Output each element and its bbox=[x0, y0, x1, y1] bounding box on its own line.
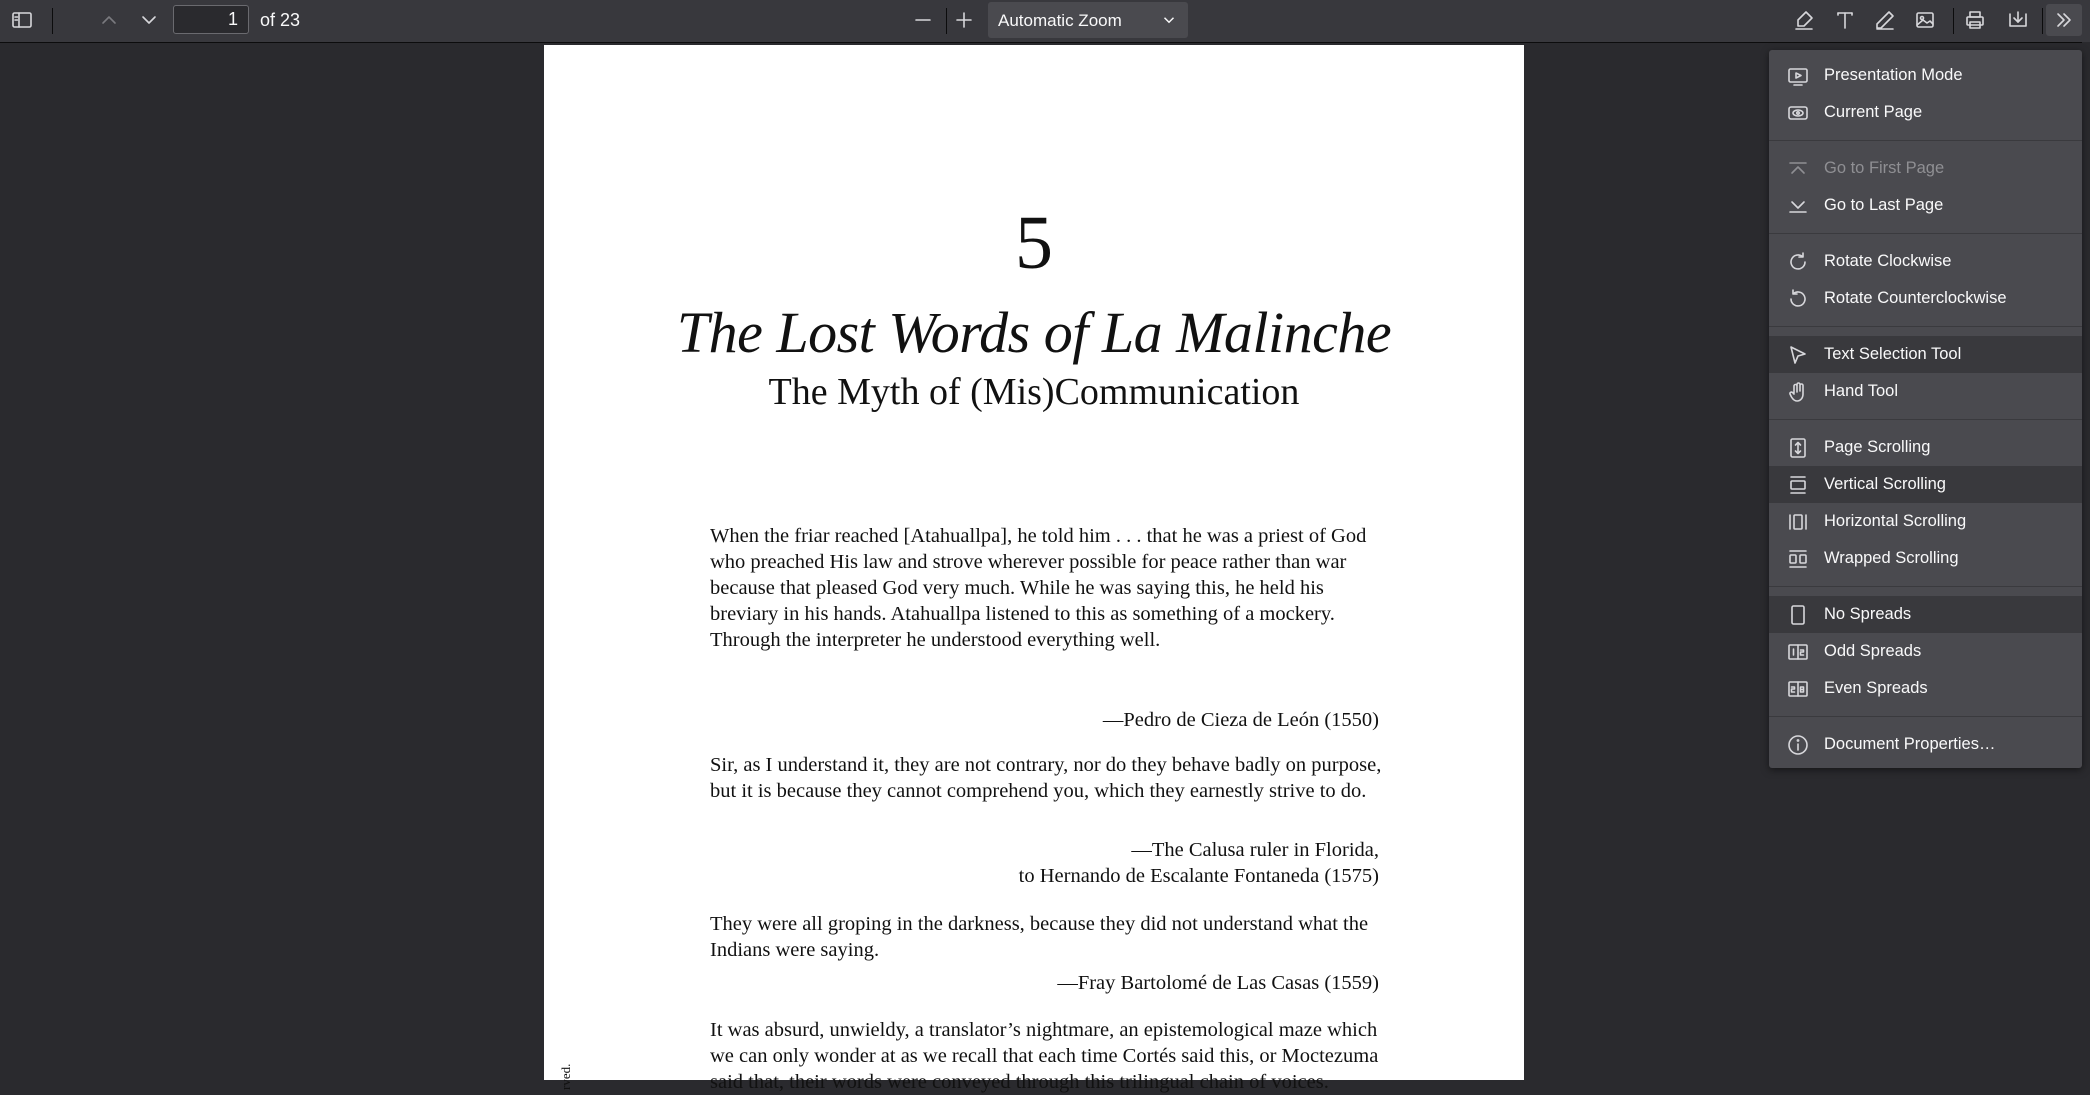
menu-separator bbox=[1769, 140, 2082, 141]
epigraph-text: When the friar reached [Atahuallpa], he told him . . . that he was a priest of God who preached His law and strove wherever possible for peace rather than war because that pleased God very much. While he was saying this, he held his breviary in his hands. Atahuallpa listened to this as something of a mockery. Through the interpreter he understood everything well. bbox=[710, 525, 1367, 651]
menu-item-even-spreads[interactable] bbox=[1769, 670, 2082, 707]
hand-icon bbox=[1785, 379, 1811, 405]
menu-separator bbox=[1769, 716, 2082, 717]
menu-item-horizontal-scrolling[interactable] bbox=[1769, 503, 2082, 540]
eye-icon bbox=[1785, 100, 1811, 126]
epigraph-attribution: —Fray Bartolomé de Las Casas (1559) bbox=[1057, 972, 1379, 994]
menu-item-vertical-scrolling[interactable] bbox=[1769, 466, 2082, 503]
secondary-toolbar-menu bbox=[1769, 50, 2082, 768]
zoom-select[interactable] bbox=[988, 2, 1188, 38]
double-chevron-right-icon bbox=[2052, 8, 2076, 32]
add-image-button[interactable] bbox=[1907, 4, 1943, 36]
menu-separator bbox=[1769, 419, 2082, 420]
even-spreads-icon bbox=[1785, 676, 1811, 702]
image-icon bbox=[1913, 8, 1937, 32]
print-button[interactable] bbox=[1957, 4, 1993, 36]
menu-item-wrapped-scrolling[interactable] bbox=[1769, 540, 2082, 577]
menu-item-text-selection-tool[interactable] bbox=[1769, 336, 2082, 373]
menu-item-page-scrolling[interactable] bbox=[1769, 429, 2082, 466]
plus-icon bbox=[952, 8, 976, 32]
menu-item-presentation-mode[interactable] bbox=[1769, 57, 2082, 94]
menu-item-hand-tool[interactable] bbox=[1769, 373, 2082, 410]
menu-item-label: Vertical Scrolling bbox=[1824, 475, 1946, 493]
chapter-title: The Lost Words of La Malinche bbox=[676, 300, 1392, 365]
sidebar-icon bbox=[10, 8, 34, 32]
menu-item-label: Hand Tool bbox=[1824, 382, 1899, 400]
rotate-cw-icon bbox=[1785, 249, 1811, 275]
download-icon bbox=[2006, 8, 2030, 32]
chapter-subtitle: The Myth of (Mis)Communication bbox=[768, 371, 1300, 413]
pencil-icon bbox=[1873, 8, 1897, 32]
rotate-ccw-icon bbox=[1785, 286, 1811, 312]
sidebar-toggle-button[interactable] bbox=[4, 4, 40, 36]
chevron-down-icon bbox=[1160, 11, 1178, 34]
menu-item-label: Go to First Page bbox=[1824, 159, 1945, 177]
menu-item-odd-spreads[interactable] bbox=[1769, 633, 2082, 670]
epigraph-attribution: to Hernando de Escalante Fontaneda (1575) bbox=[1018, 865, 1379, 887]
zoom-out-button[interactable] bbox=[905, 4, 941, 36]
toolbar-separator bbox=[2042, 8, 2043, 34]
toolbar bbox=[0, 0, 2090, 43]
menu-item-label: Go to Last Page bbox=[1824, 196, 1944, 214]
next-page-button[interactable] bbox=[131, 4, 167, 36]
zoom-select-value: Automatic Zoom bbox=[998, 11, 1122, 30]
epigraph-attribution: —The Calusa ruler in Florida, bbox=[1131, 839, 1379, 861]
menu-item-label: No Spreads bbox=[1824, 605, 1912, 623]
pdf-page bbox=[544, 45, 1524, 1093]
highlight-button[interactable] bbox=[1786, 4, 1822, 36]
menu-separator bbox=[1769, 326, 2082, 327]
menu-item-first-page[interactable] bbox=[1769, 150, 2082, 187]
vertical-scroll-icon bbox=[1785, 472, 1811, 498]
draw-button[interactable] bbox=[1867, 4, 1903, 36]
menu-item-label: Rotate Clockwise bbox=[1824, 252, 1952, 270]
chevron-up-icon bbox=[97, 8, 121, 32]
page-scroll-icon bbox=[1785, 435, 1811, 461]
toolbar-separator bbox=[52, 8, 53, 34]
no-spreads-icon bbox=[1785, 602, 1811, 628]
menu-item-label: Presentation Mode bbox=[1824, 66, 1963, 84]
minus-icon bbox=[911, 8, 935, 32]
menu-item-label: Rotate Counterclockwise bbox=[1824, 289, 2007, 307]
presentation-icon bbox=[1785, 63, 1811, 89]
menu-item-document-properties[interactable] bbox=[1769, 726, 2082, 763]
page-number-input[interactable] bbox=[173, 5, 249, 34]
menu-item-label: Even Spreads bbox=[1824, 679, 1928, 697]
printer-icon bbox=[1963, 8, 1987, 32]
cursor-icon bbox=[1785, 342, 1811, 368]
toolbar-separator bbox=[1953, 8, 1954, 34]
menu-item-current-page[interactable] bbox=[1769, 94, 2082, 131]
chapter-number: 5 bbox=[1015, 201, 1053, 285]
chevron-down-icon bbox=[137, 8, 161, 32]
zoom-in-button[interactable] bbox=[946, 4, 982, 36]
menu-item-label: Wrapped Scrolling bbox=[1824, 549, 1959, 567]
menu-item-no-spreads[interactable] bbox=[1769, 596, 2082, 633]
odd-spreads-icon bbox=[1785, 639, 1811, 665]
info-icon bbox=[1785, 732, 1811, 758]
horizontal-scroll-icon bbox=[1785, 509, 1811, 535]
epigraph-text: They were all groping in the darkness, because they did not understand what the Indians were saying. bbox=[710, 913, 1369, 961]
scrollbar[interactable] bbox=[2082, 42, 2090, 1080]
last-page-icon bbox=[1785, 193, 1811, 219]
menu-item-label: Current Page bbox=[1824, 103, 1923, 121]
menu-item-label: Horizontal Scrolling bbox=[1824, 512, 1967, 530]
save-button[interactable] bbox=[2000, 4, 2036, 36]
tools-menu-button[interactable] bbox=[2046, 4, 2082, 36]
add-text-button[interactable] bbox=[1827, 4, 1863, 36]
highlighter-icon bbox=[1792, 8, 1816, 32]
menu-item-label: Odd Spreads bbox=[1824, 642, 1922, 660]
menu-item-last-page[interactable] bbox=[1769, 187, 2082, 224]
menu-item-label: Text Selection Tool bbox=[1824, 345, 1962, 363]
first-page-icon bbox=[1785, 156, 1811, 182]
menu-item-rotate-counterclockwise[interactable] bbox=[1769, 280, 2082, 317]
rotated-margin-text: rved. bbox=[558, 1063, 573, 1090]
epigraph-text: Sir, as I understand it, they are not contrary, nor do they behave badly on purpose, but it is because they cannot comprehend you, which they earnestly strive to do. bbox=[710, 754, 1382, 802]
menu-item-label: Document Properties… bbox=[1824, 735, 1996, 753]
text-icon bbox=[1833, 8, 1857, 32]
menu-item-label: Page Scrolling bbox=[1824, 438, 1931, 456]
previous-page-button[interactable] bbox=[91, 4, 127, 36]
menu-separator bbox=[1769, 586, 2082, 587]
wrapped-scroll-icon bbox=[1785, 546, 1811, 572]
menu-item-rotate-clockwise[interactable] bbox=[1769, 243, 2082, 280]
epigraph-attribution: —Pedro de Cieza de León (1550) bbox=[1102, 709, 1379, 731]
page-count-label: of 23 bbox=[260, 10, 301, 30]
body-paragraph: It was absurd, unwieldy, a translator’s nightmare, an epistemological maze which we can only wonder at as we recall that each time Cortés said this, or Moctezuma said that, their words were conveyed through this trilingual chain of voices. bbox=[710, 1019, 1379, 1093]
menu-separator bbox=[1769, 233, 2082, 234]
